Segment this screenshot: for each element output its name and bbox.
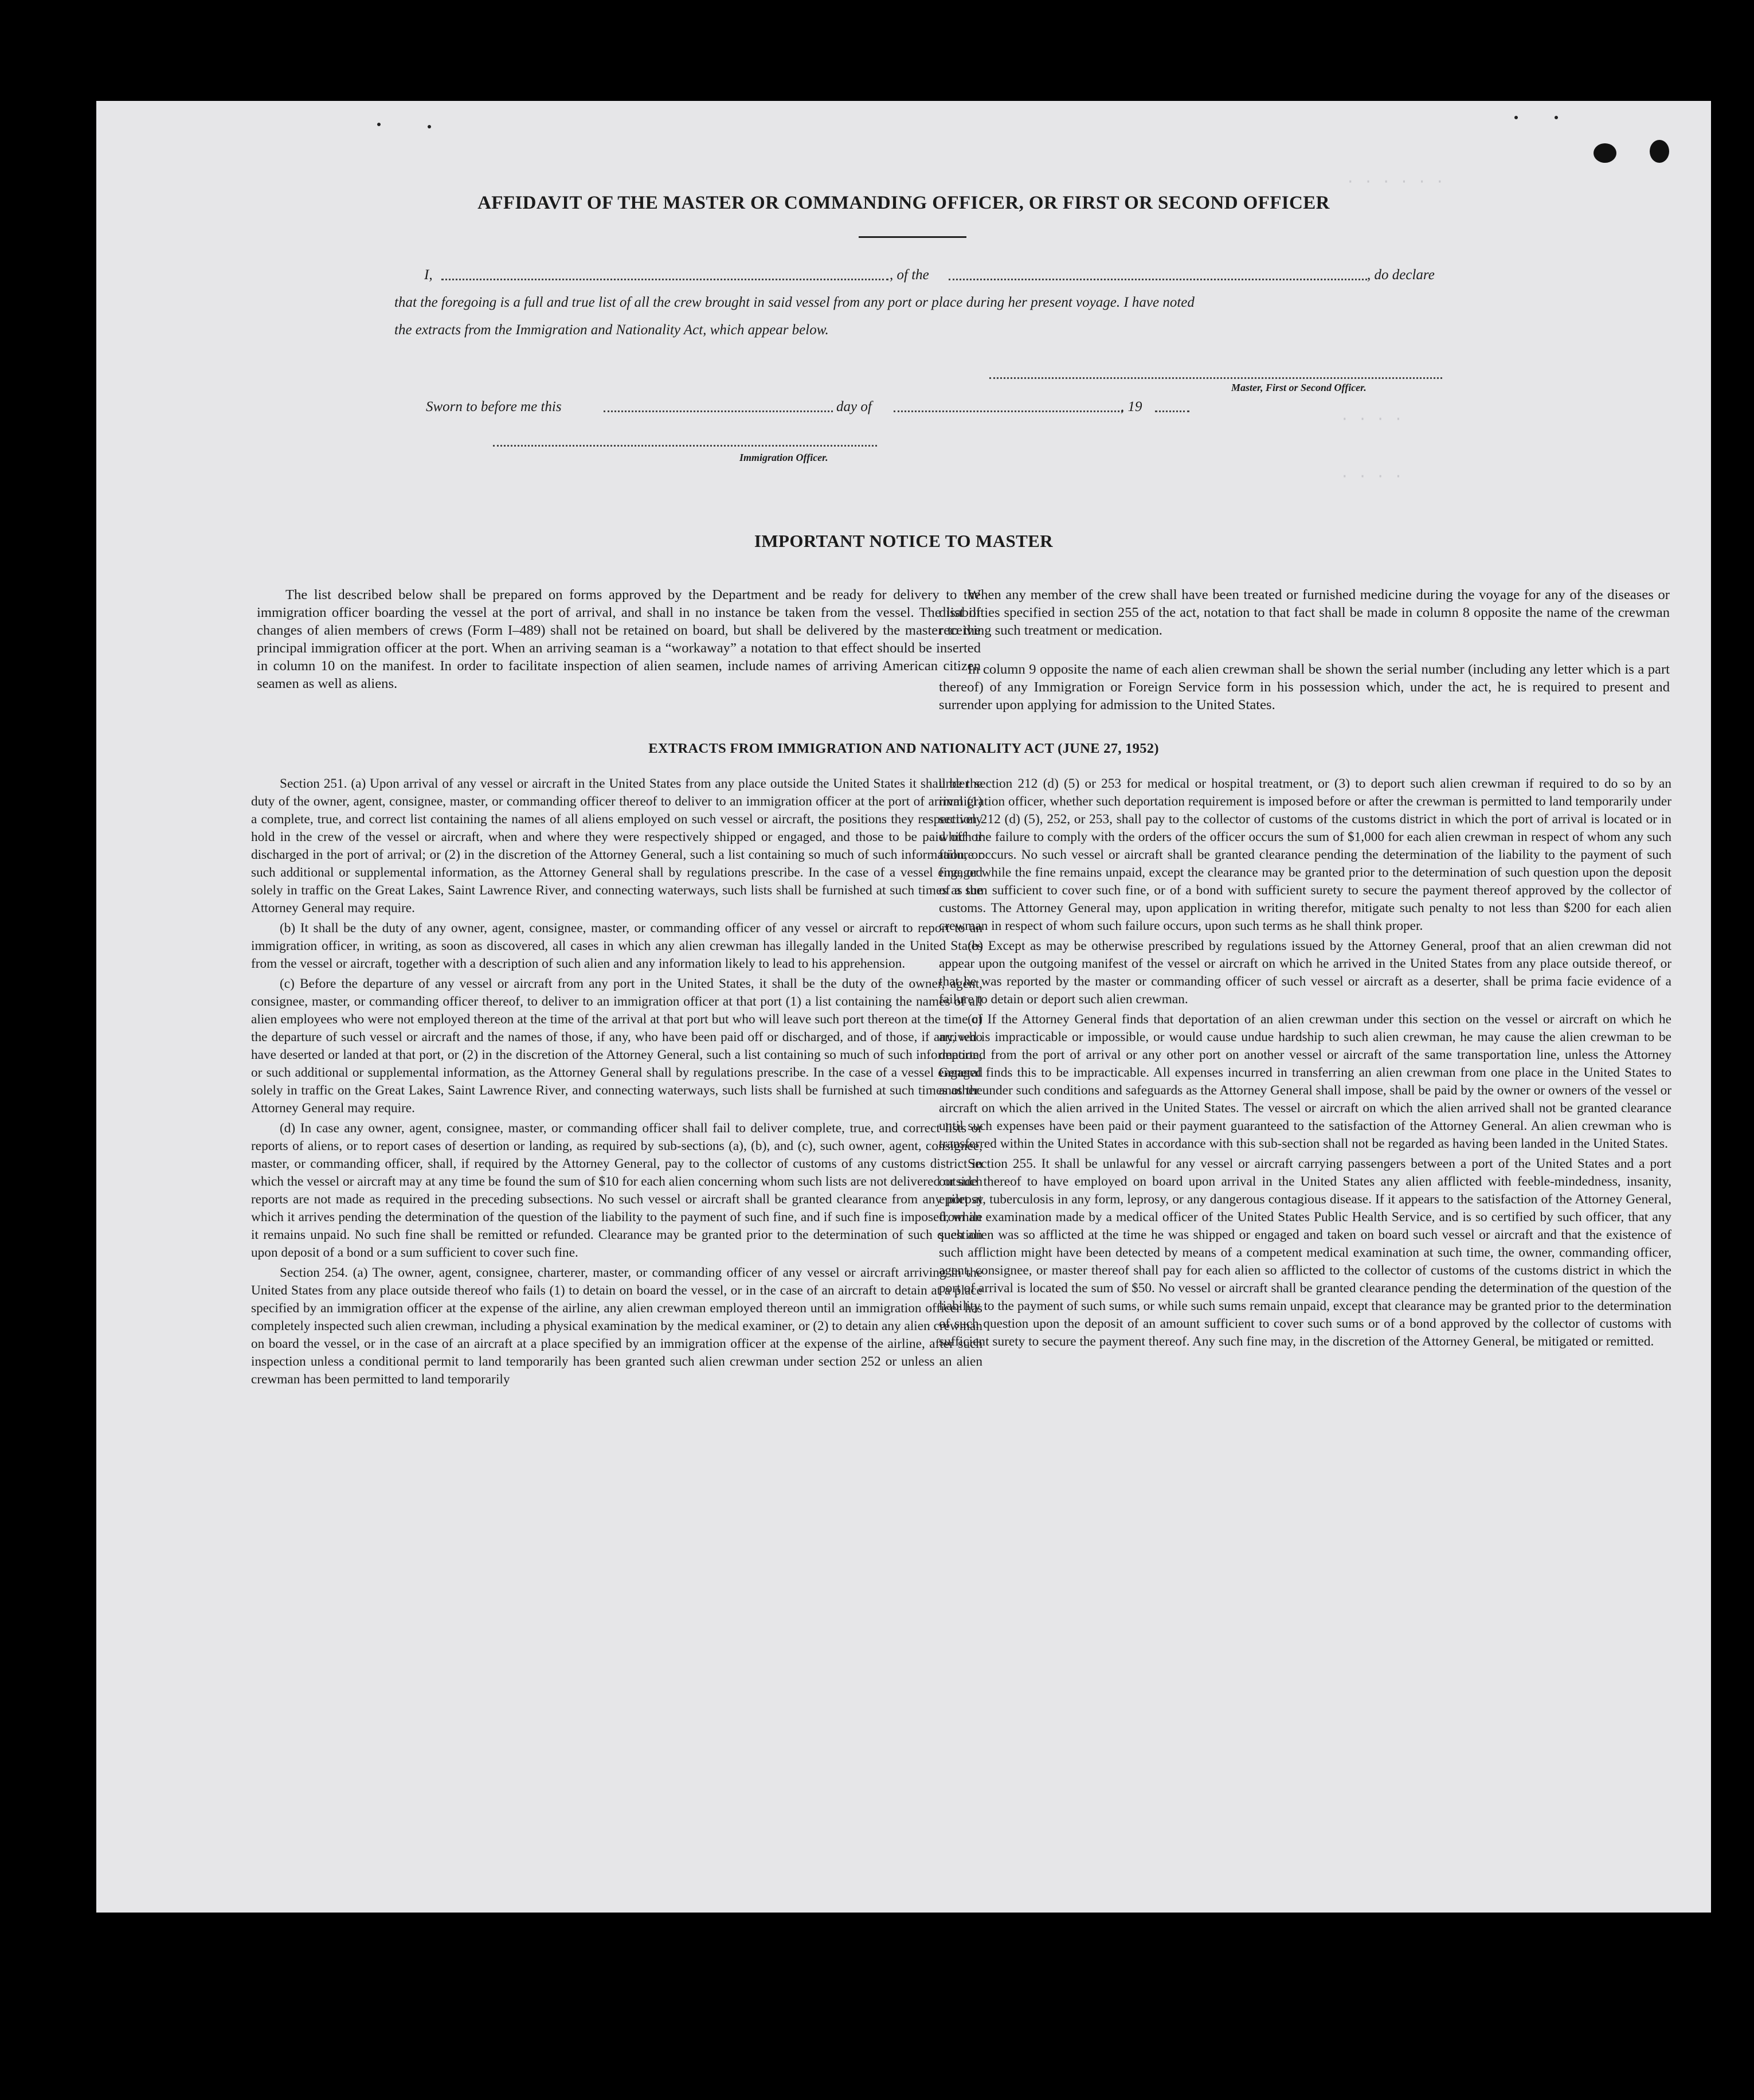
bleed-through: · · · · · · (1346, 173, 1444, 190)
title-underline (859, 236, 966, 238)
section-255: Section 255. It shall be unlawful for any vessel or aircraft carrying passengers between a port of the United States and a port outside thereof to have employed on board upon arrival in the United States any alien afflicted with feeble-mindedness, insanity, epilepsy, tuberculosis in any form, leprosy, or any dangerous contagious disease. If it appears to the satisfaction of the Attorney General, from an examination made by a medical officer of the United States Public Health Service, and is so certified by such officer, that any such alien was so afflicted at the time he was shipped or engaged and taken on board such vessel or aircraft and that the existence of such affliction might have been detected by means of a competent medical examination at such time, the owner, commanding officer, agent, consignee, or master thereof shall pay for each alien so afflicted to the collector of customs of the customs district in which the port of arrival is located the sum of $50. No vessel or aircraft shall be granted clearance pending the determination of the question of the liability to the payment of such sums, or while such sums remain unpaid, except that clearance may be granted prior to the determination of such question upon the deposit of an amount sufficient to cover such sums or of a bond approved by the collector of customs with sufficient surety to secure the payment thereof. Any such fine may, in the discretion of the Attorney General, be mitigated or remitted. (939, 1156, 1671, 1349)
section-254c: (c) If the Attorney General finds that deportation of an alien crewman under this section on the vessel or aircraft on which he arrived is impracticable or impossible, or would cause undue hardship to such alien crewman, he may cause the alien crewman to be deported from the port of arrival or any other port on another vessel or aircraft of the same transportation line, unless the Attorney General finds this to be impracticable. All expenses incurred in transferring an alien crewman from one place in the United States to another under such conditions and safeguards as the Attorney General shall impose, shall be paid by the owner or owners of the vessel or aircraft on which the alien arrived in the United States. The vessel or aircraft on which the alien arrived shall not be granted clearance until such expenses have been paid or their payment guaranteed to the satisfaction of the Attorney General. An alien crewman who is transferred within the United States in accordance with this sub-section shall not be regarded as having been landed in the United States. (939, 1012, 1671, 1151)
affidavit-i: I, (424, 267, 433, 283)
notice-title: IMPORTANT NOTICE TO MASTER (754, 531, 1054, 551)
notice-left-paragraph: The list described below shall be prepared on forms approved by the Department and be ready for delivery to the immigration officer boarding the vessel at the port of arrival, and shall in no instance be taken from the vessel. The list of changes of alien members of crews (Form I–489) shall not be retained on board, but shall be delivered by the master to the principal immigration officer at the port. When an arriving seaman is a “workaway” a notation to that effect should be inserted in column 10 on the manifest. In order to facilitate inspection of alien seamen, include names of arriving American citizen seamen as well as aliens. (257, 587, 981, 691)
speck (1514, 116, 1518, 119)
vessel-field[interactable] (949, 279, 1367, 280)
speck (428, 125, 431, 128)
affidavit-title: AFFIDAVIT OF THE MASTER OR COMMANDING OFFICER, OR FIRST OR SECOND OFFICER (477, 193, 1330, 213)
master-label: Master, First or Second Officer. (1231, 382, 1367, 393)
affidavit-of-the: , of the (890, 267, 929, 283)
notice-right-paragraph-1: When any member of the crew shall have been treated or furnished medicine during the voyage for any of the diseases or disabilities specified in section 255 of the act, notation to that fact shall be made in column 8 opposite the name of the crewman receiving such treatment or medication. (939, 587, 1670, 638)
affidavit-line1 (424, 267, 1542, 287)
immigration-officer-line[interactable] (493, 445, 877, 447)
sworn-day-field[interactable] (604, 410, 833, 412)
section-254b: (b) Except as may be otherwise prescribed by regulations issued by the Attorney General, proof that an alien crewman did not appear upon the outgoing manifest of the vessel or aircraft on which he arrived in the United States from any place outside thereof, or that he was reported by the master or commanding officer of such vessel or aircraft as a deserter, shall be prima facie evidence of a failure to detain or deport such alien crewman. (939, 938, 1671, 1007)
section-254a-cont: under section 212 (d) (5) or 253 for medical or hospital treatment, or (3) to deport such alien crewman if required to do so by an immigration officer, whether such deportation requirement is imposed before or after the crewman is permitted to land temporarily under section 212 (d) (5), 252, or 253, shall pay to the collector of customs of the customs district in which the port of arrival is located or in which the failure to comply with the orders of the officer occurs the sum of $1,000 for each alien crewman in respect of whom any such failure occurs. No such vessel or aircraft shall be granted clearance pending the determination of the liability to the payment of such fine, or while the fine remains unpaid, except the clearance may be granted prior to the determination of such question upon the deposit of a sum sufficient to cover such fine, or of a bond with sufficient surety to secure the payment thereof approved by the collector of customs. The Attorney General may, upon application in writing therefor, mitigate such penalty to not less than $200 for each alien crewman in respect of whom such failure occurs, upon such terms as he shall think proper. (939, 776, 1671, 933)
extracts-left-column (251, 775, 982, 1864)
bleed-through: · · · · (1340, 468, 1403, 485)
speck (1555, 116, 1558, 119)
immigration-officer-label: Immigration Officer. (739, 452, 828, 463)
sworn-line (426, 399, 1286, 419)
section-254a: Section 254. (a) The owner, agent, consignee, charterer, master, or commanding officer of any vessel or aircraft arriving in the United States from any place outside thereof who fails (1) to detain on board the vessel, or in the case of an aircraft to detain at a place specified by an immigration officer at the expense of the airline, any alien crewman employed thereon until an immigration officer has completely inspected such alien crewman, including a physical examination by the medical examiner, or (2) to detain any alien crewman on board the vessel, or in the case of an aircraft at a place specified by an immigration officer at the expense of the airline, after such inspection unless a conditional permit to land temporarily has been granted such alien crewman under section 252 or unless an alien crewman has been permitted to land temporarily (251, 1265, 982, 1387)
punch-hole (1594, 143, 1616, 163)
section-251c: (c) Before the departure of any vessel or aircraft from any port in the United States, it shall be the duty of the owner, agent, consignee, master, or commanding officer thereof, to deliver to an immigration officer at that port (1) a list containing the names of all alien employees who were not employed thereon at the time of the arrival at that port but who will leave such port thereon at the time of the departure of such vessel or aircraft and the names of those, if any, who have been paid off or discharged, and of those, if any, who have deserted or landed at that port, or (2) in the discretion of the Attorney General, such a list containing so much of such information, or such additional or supplemental information, as the Attorney General shall by regulations prescribe. In the case of a vessel engaged solely in traffic on the Great Lakes, Saint Lawrence River, and connecting waterways, such lists shall be furnished at such times as the Attorney General may require. (251, 976, 982, 1116)
sworn-month-field[interactable] (894, 410, 1123, 412)
extracts-right-column (939, 775, 1671, 1864)
document-page (96, 101, 1711, 1913)
master-signature-line[interactable] (989, 377, 1442, 379)
affidavit-line2: that the foregoing is a full and true list of all the crew brought in said vessel from any port or place during her present voyage. I have noted (394, 295, 1195, 310)
notice-right-paragraph-2: In column 9 opposite the name of each alien crewman shall be shown the serial number (including any letter which is a part thereof) of any Immigration or Foreign Service form in his possession which, under the act, he is required to present and surrender upon applying for admission to the United States. (939, 662, 1670, 713)
bleed-through: · · · · (1340, 410, 1403, 428)
section-251d: (d) In case any owner, agent, consignee, master, or commanding officer shall fail to deliver complete, true, and correct lists or reports of aliens, or to report cases of desertion or landing, as required by sub-sections (a), (b), and (c), such owner, agent, consignee, master, or commanding officer, shall, if required by the Attorney General, pay to the collector of customs of any customs district in which the vessel or aircraft may at any time be found the sum of $10 for each alien concerning whom such lists are not delivered or such reports are not made as required in the preceding subsections. No such vessel or aircraft shall be granted clearance from any port at which it arrives pending the determination of the question of the liability to the payment of such fine, and if such fine is imposed, while it remains unpaid. No such fine shall be remitted or refunded. Clearance may be granted prior to the determination of such question upon deposit of a bond or a sum sufficient to cover such fine. (251, 1121, 982, 1260)
name-field[interactable] (441, 279, 888, 280)
sworn-year-field[interactable] (1155, 410, 1189, 412)
affidavit-declare: , do declare (1367, 267, 1435, 283)
affidavit-line3: the extracts from the Immigration and Nationality Act, which appear below. (394, 322, 829, 338)
year-text: , 19 (1121, 399, 1142, 414)
speck (377, 123, 381, 126)
day-of-text: day of (836, 399, 872, 414)
punch-hole (1650, 140, 1669, 163)
section-251a: Section 251. (a) Upon arrival of any vessel or aircraft in the United States from any place outside the United States it shall be the duty of the owner, agent, consignee, master, or commanding officer thereof to deliver to an immigration officer at the port of arrival (1) a complete, true, and correct list containing the names of all aliens employed on such vessel or aircraft, the positions they respectively hold in the crew of the vessel or aircraft, when and where they were respectively shipped or engaged, and those to be paid off or discharged in the port of arrival; or (2) in the discretion of the Attorney General, such a list containing so much of such information, or such additional or supplemental information, as the Attorney General shall by regulations prescribe. In the case of a vessel engaged solely in traffic on the Great Lakes, Saint Lawrence River, and connecting waterways, such lists shall be furnished at such times as the Attorney General may require. (251, 776, 982, 916)
section-251b: (b) It shall be the duty of any owner, agent, consignee, master, or commanding officer of any vessel or aircraft to report to an immigration officer, in writing, as soon as discovered, all cases in which any alien crewman has illegally landed in the United States from the vessel or aircraft, together with a description of such alien and any information likely to lead to his apprehension. (251, 921, 982, 971)
sworn-text: Sworn to before me this (426, 399, 562, 414)
extracts-title: EXTRACTS FROM IMMIGRATION AND NATIONALITY ACT (JUNE 27, 1952) (648, 741, 1159, 756)
